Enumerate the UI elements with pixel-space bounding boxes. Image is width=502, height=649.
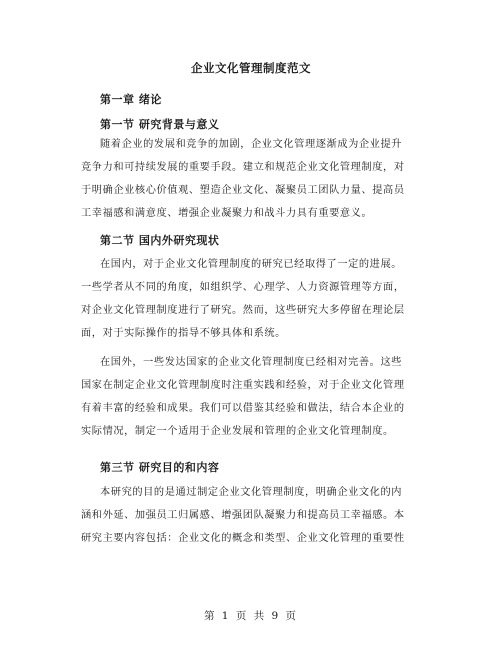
paragraph-line: 竞争力和可持续发展的重要手段。建立和规范企业文化管理制度，对 [81,162,405,173]
paragraph-line: 一些学者从不同的角度，如组织学、心理学、人力资源管理等方面， [81,282,405,293]
paragraph-line: 于明确企业核心价值观、塑造企业文化、凝聚员工团队力量、提高员 [81,185,405,196]
paragraph-line: 有着丰富的经验和成果。我们可以借鉴其经验和做法，结合本企业的 [81,403,405,414]
section1-heading: 第一节 研究背景与意义 [100,118,220,131]
page-footer: 第 1 页 共 9 页 [203,610,299,622]
section3-heading: 第三节 研究目的和内容 [100,461,220,474]
paragraph-line: 研究主要内容包括：企业文化的概念和类型、企业文化管理的重要性 [81,533,405,544]
paragraph-line: 对企业文化管理制度进行了研究。然而，这些研究大多停留在理论层 [81,305,405,316]
paragraph-line: 本研究的目的是通过制定企业文化管理制度，明确企业文化的内 [100,487,403,498]
section1-paragraph [81,133,422,225]
section3-paragraph [81,481,422,550]
chapter-heading: 第一章 绪论 [100,93,162,106]
paragraph-line: 在国内，对于企业文化管理制度的研究已经取得了一定的进展。 [100,259,403,270]
paragraph-line: 国家在制定企业文化管理制度时注重实践和经验，对于企业文化管理 [81,380,405,391]
paragraph-line: 涵和外延、加强员工归属感、增强团队凝聚力和提高员工幸福感。本 [81,510,405,521]
paragraph-line: 面，对于实际操作的指导不够具体和系统。 [81,328,286,339]
section2-paragraph-2 [81,351,422,443]
paragraph-line: 工幸福感和满意度、增强企业凝聚力和战斗力具有重要意义。 [81,208,373,219]
paragraph-line: 实际情况，制定一个适用于企业发展和管理的企业文化管理制度。 [81,426,394,437]
section2-paragraph-1 [81,253,422,345]
paragraph-line: 随着企业的发展和竞争的加剧，企业文化管理逐渐成为企业提升 [100,139,403,150]
paragraph-line: 在国外，一些发达国家的企业文化管理制度已经相对完善。这些 [100,357,403,368]
section2-heading: 第二节 国内外研究现状 [100,234,220,247]
document-title: 企业文化管理制度范文 [191,61,311,75]
